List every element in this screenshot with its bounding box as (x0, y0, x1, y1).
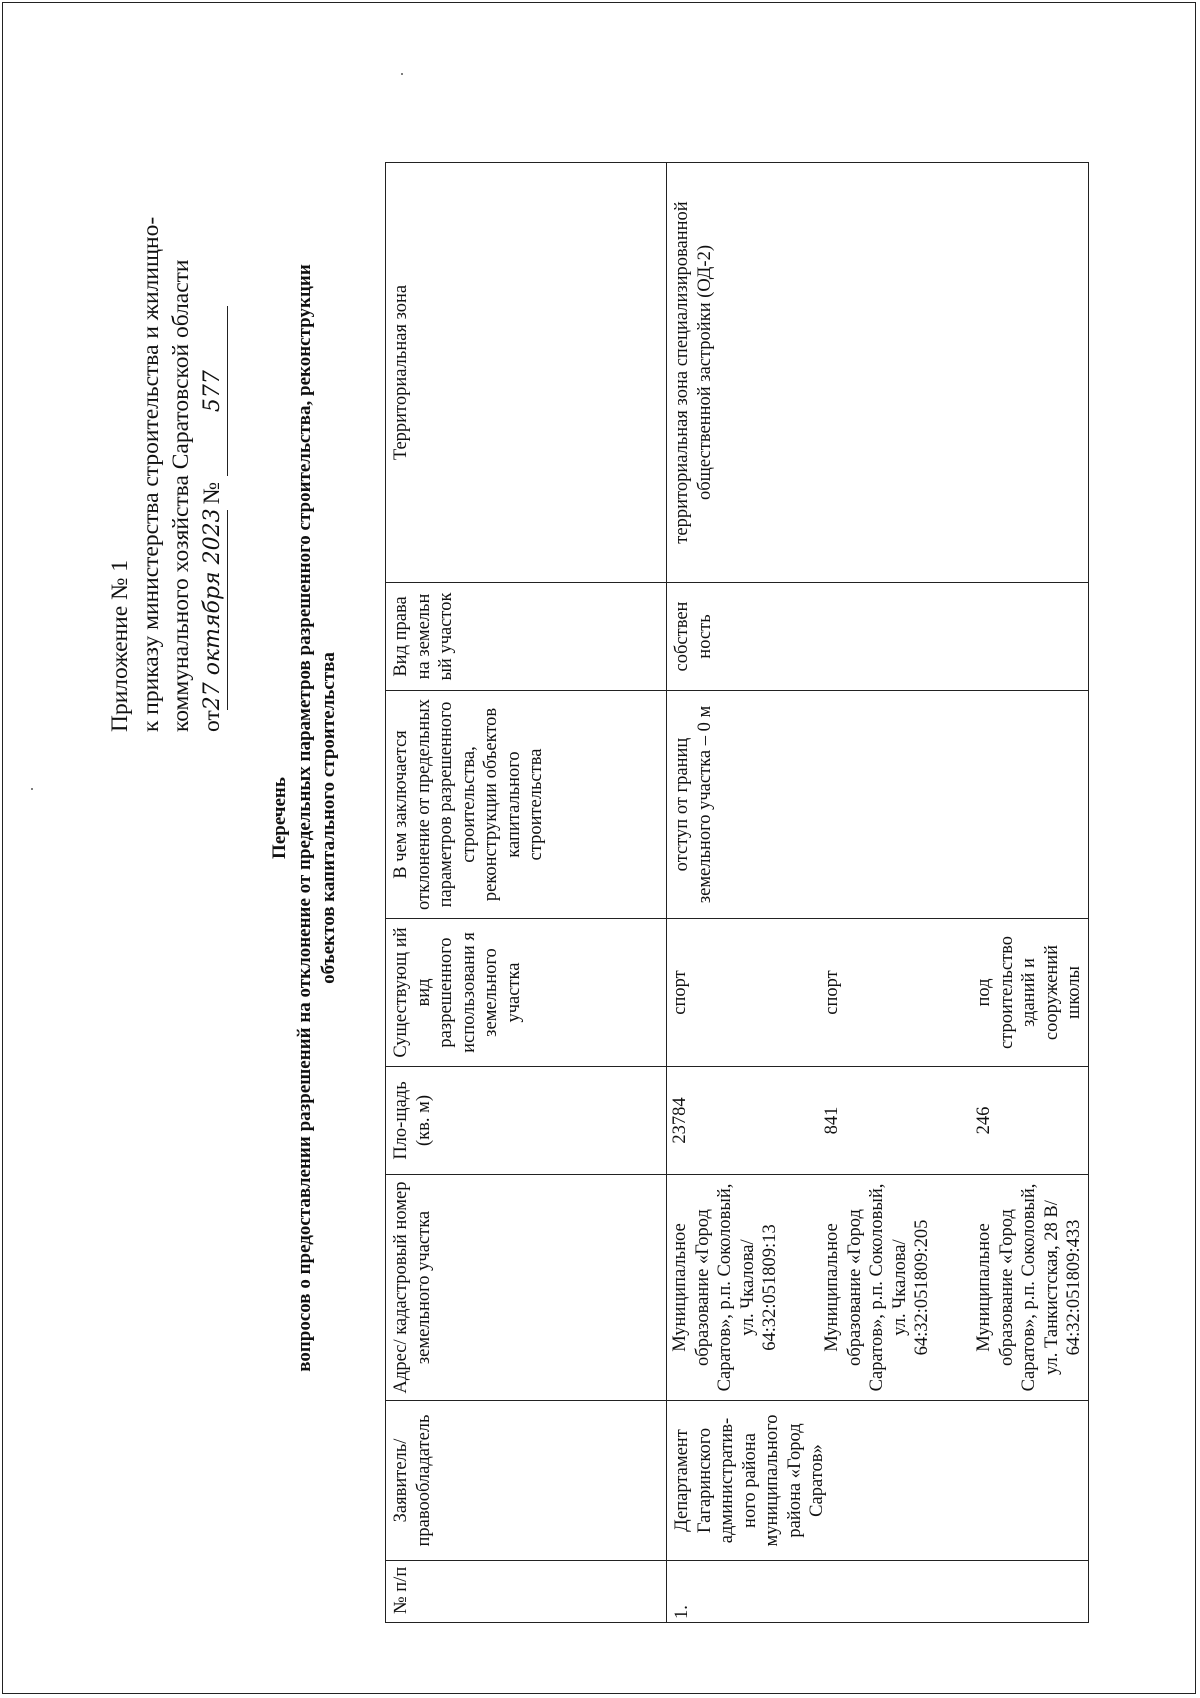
row-right-type: собствен ность (667, 583, 1089, 691)
appendix-date-line (197, 72, 229, 732)
number-label: № (198, 481, 225, 505)
permits-table (385, 162, 1089, 1623)
row-areas (667, 1067, 1089, 1175)
title-heading: Перечень (269, 777, 290, 859)
appendix-line-1: Приложение № 1 (107, 559, 133, 732)
header-zone: Территориальная зона (386, 163, 667, 583)
row-permitted-uses (667, 919, 1089, 1067)
row-zone: территориальная зона специализированной общественной застройки (ОД-2) (667, 163, 1089, 583)
title-line-2: объектов капитального строительства (318, 652, 340, 984)
address-2: Муниципальное образование «Город Саратов», р.п. Соколовый, ул. Чкалова/ 64:32:051809:205 (822, 1183, 933, 1392)
table-header-row (386, 163, 667, 1623)
row-applicant: Департамент Гагаринского административ-ного района муниципального района «Город Саратов» (667, 1401, 1089, 1561)
area-2: 841 (822, 1106, 842, 1135)
header-permitted-use: Существующ ий вид разрешенного использовани я земельного участка (386, 919, 667, 1067)
header-number: № п/п (386, 1561, 667, 1623)
title-line-1: вопросов о предоставлении разрешений на отклонение от предельных параметров разрешенного строительства, реконструкции (293, 264, 315, 1372)
header-right-type: Вид права на земельн ый участок (386, 583, 667, 691)
use-2: спорт (822, 970, 842, 1015)
header-area: Пло-щадь (кв. м) (386, 1067, 667, 1175)
appendix-line-3: коммунального хозяйства Саратовской области (168, 259, 195, 732)
address-1: Муниципальное образование «Город Саратов», р.п. Соколовый, ул. Чкалова/ 64:32:051809:13 (670, 1183, 781, 1392)
document-title (268, 118, 342, 1518)
header-address: Адрес/ кадастровый номер земельного участка (386, 1175, 667, 1401)
appendix-line-2: к приказу министерства строительства и жилищно- (137, 216, 164, 732)
handwritten-date: 27 октября 2023 (199, 510, 229, 710)
row-deviation: отступ от границ земельного участка – 0 м (667, 691, 1089, 919)
table-row (667, 163, 1089, 1623)
area-3: 246 (974, 1106, 994, 1135)
use-3: под строительство зданий и сооружений школы (974, 935, 1085, 1050)
row-addresses (667, 1175, 1089, 1401)
date-prefix: от (198, 710, 225, 732)
header-deviation: В чем заключается отклонение от предельных параметров разрешенного строительства, реконструкции объектов капитального строительства (386, 691, 667, 919)
row-number: 1. (667, 1561, 1089, 1623)
address-3: Муниципальное образование «Город Саратов», р.п. Соколовый, ул. Танкистская, 28 В/ 64:32:051809:433 (974, 1183, 1085, 1392)
appendix-header (105, 72, 228, 732)
use-1: спорт (670, 970, 690, 1015)
handwritten-number: 577 (199, 306, 229, 476)
area-1: 23784 (670, 1097, 690, 1144)
header-applicant: Заявитель/ правообладатель (386, 1401, 667, 1561)
